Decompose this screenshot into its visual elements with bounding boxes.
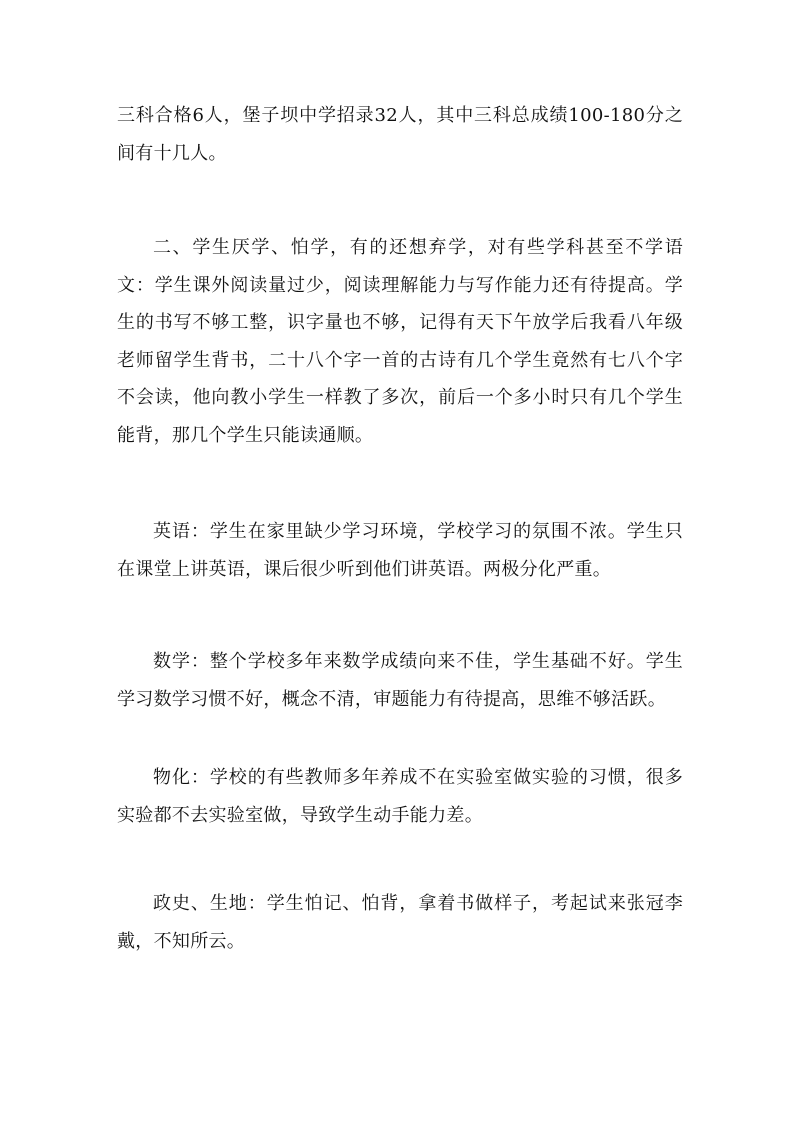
- paragraph-english: 英语：学生在家里缺少学习环境，学校学习的氛围不浓。学生只在课堂上讲英语，课后很少听到他们讲英语。两极分化严重。: [117, 521, 683, 580]
- paragraph-math: 数学：整个学校多年来数学成绩向来不佳，学生基础不好。学生学习数学习惯不好，概念不清，审题能力有待提高，思维不够活跃。: [117, 651, 683, 710]
- paragraph-politics-history-biology-geography: 政史、生地：学生怕记、怕背，拿着书做样子，考起试来张冠李戴，不知所云。: [117, 893, 683, 952]
- paragraph-continuation: 三科合格6人，堡子坝中学招录32人，其中三科总成绩100-180分之间有十几人。: [117, 105, 683, 164]
- paragraph-section-two-chinese: 二、学生厌学、怕学，有的还想弃学，对有些学科甚至不学语文：学生课外阅读量过少，阅读理解能力与写作能力还有待提高。学生的书写不够工整，识字量也不够，记得有天下午放学后我看八年级老师留学生背书，二十八个字一首的古诗有几个学生竟然有七八个字不会读，他向教小学生一样教了多次，前后一个多小时只有几个学生能背，那几个学生只能读通顺。: [117, 237, 683, 446]
- paragraph-physics-chemistry: 物化：学校的有些教师多年养成不在实验室做实验的习惯，很多实验都不去实验室做，导致学生动手能力差。: [117, 767, 683, 826]
